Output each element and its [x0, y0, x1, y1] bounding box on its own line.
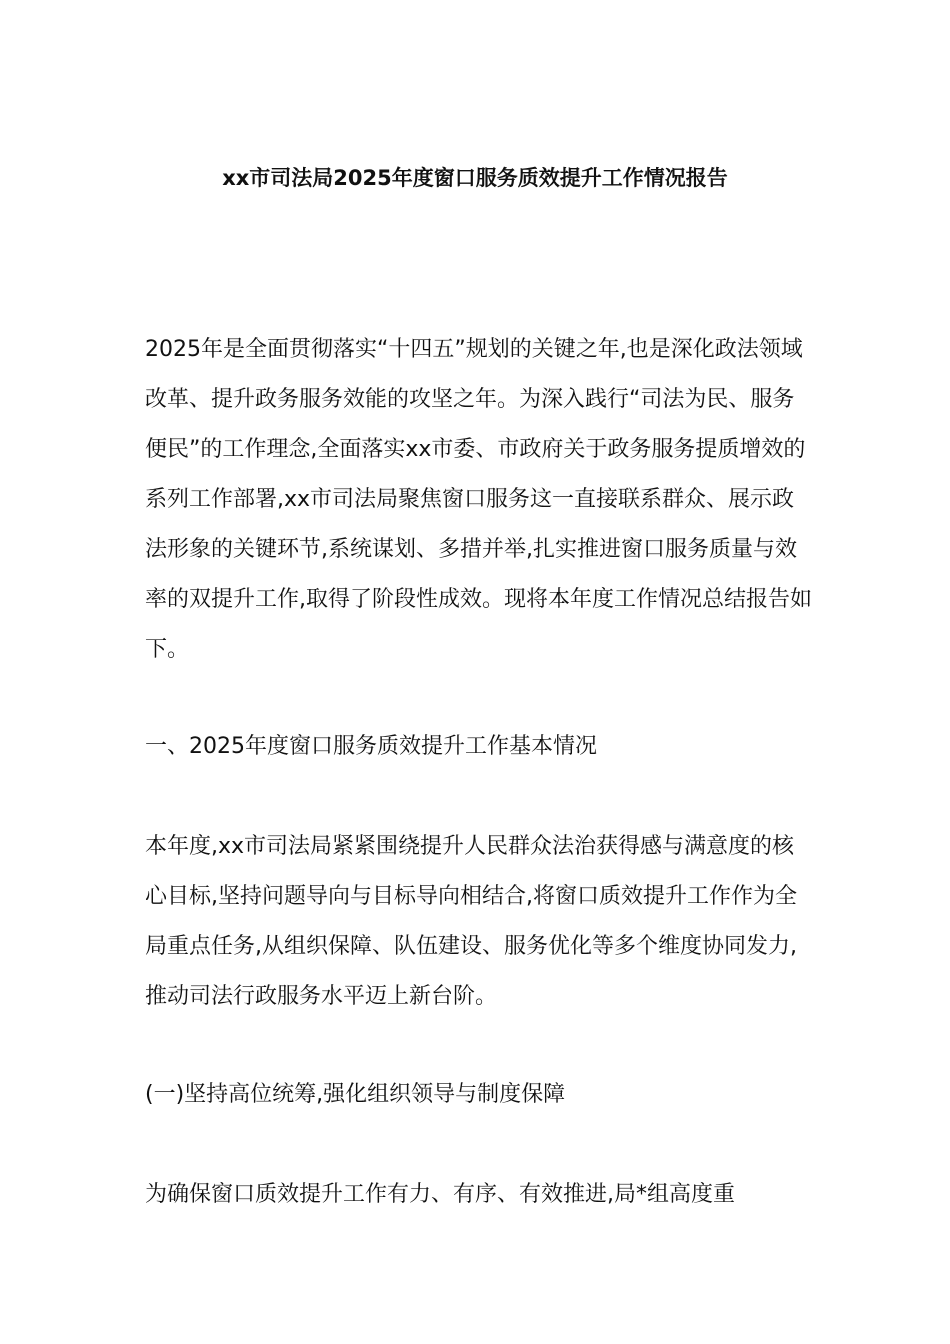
- subsection-paragraph: 为确保窗口质效提升工作有力、有序、有效推进,局*组高度重: [145, 1182, 735, 1207]
- subsection-heading: (一)坚持高位统筹,强化组织领导与制度保障: [145, 1082, 566, 1107]
- document-title: xx市司法局2025年度窗口服务质效提升工作情况报告: [222, 166, 728, 190]
- intro-paragraph: 2025年是全面贯彻落实“十四五”规划的关键之年,也是深化政法领域改革、提升政务服务效能的攻坚之年。为深入践行“司法为民、服务便民”的工作理念,全面落实xx市委、市政府关于政务服务提质增效的系列工作部署,xx市司法局聚焦窗口服务这一直接联系群众、展示政法形象的关键环节,系统谋划、多措并举,扎实推进窗口服务质量与效率的双提升工作,取得了阶段性成效。现将本年度工作情况总结报告如下。: [145, 337, 812, 662]
- section-paragraph: 本年度,xx市司法局紧紧围绕提升人民群众法治获得感与满意度的核心目标,坚持问题导向与目标导向相结合,将窗口质效提升工作作为全局重点任务,从组织保障、队伍建设、服务优化等多个维度协同发力,推动司法行政服务水平迈上新台阶。: [145, 834, 797, 1009]
- section-heading: 一、2025年度窗口服务质效提升工作基本情况: [145, 734, 597, 759]
